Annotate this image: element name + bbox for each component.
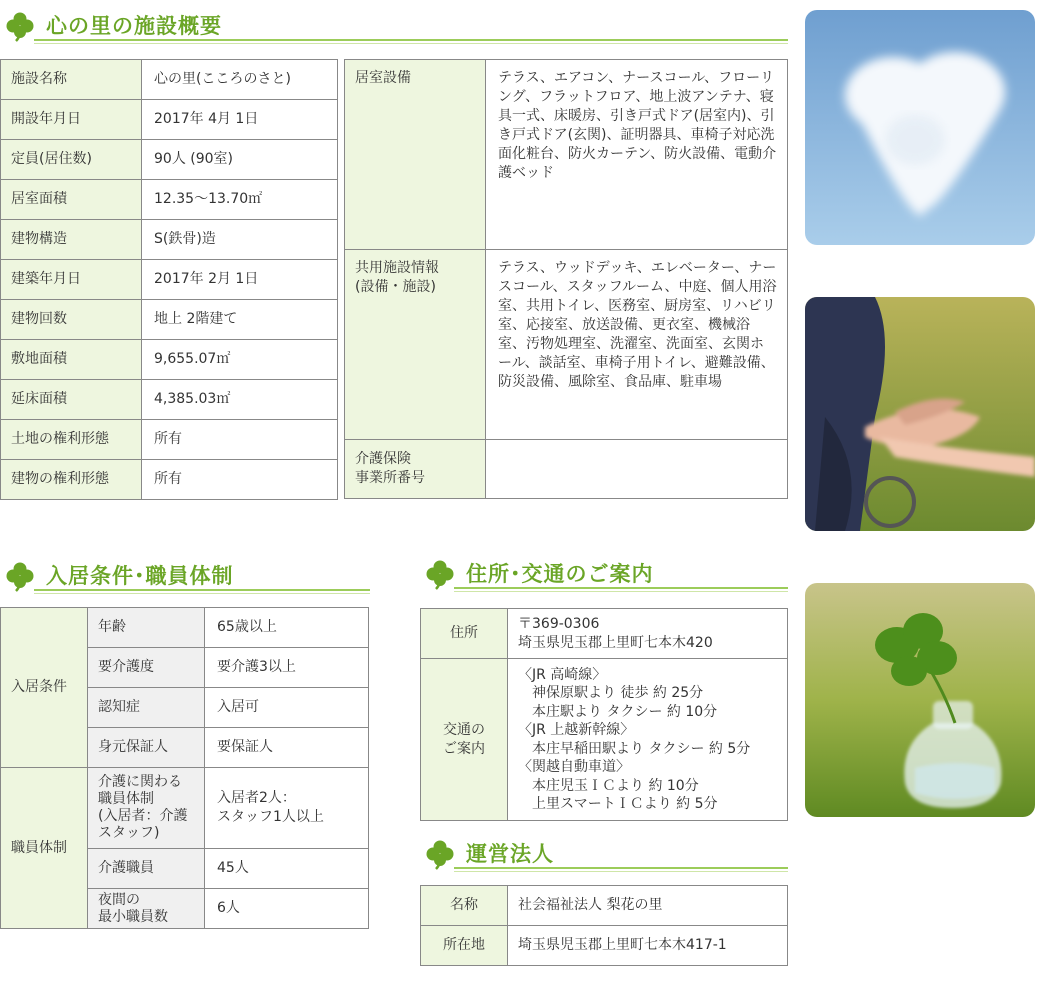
- operator-location-value: 埼玉県児玉郡上里町七本木417-1: [508, 926, 788, 966]
- group-label-conditions: 入居条件: [1, 608, 88, 768]
- table-row: [1, 260, 338, 300]
- clover-icon: [4, 560, 36, 592]
- section-title: 住所･交通のご案内: [466, 562, 654, 586]
- heart-cloud-photo: [805, 10, 1035, 245]
- row-value: 要介護3以上: [205, 648, 369, 688]
- table-row: [1, 300, 338, 340]
- row-value: 65歳以上: [205, 608, 369, 648]
- clover-bottle-photo: [805, 583, 1035, 817]
- equipment-label-room: 居室設備: [345, 60, 486, 250]
- table-row: [1, 220, 338, 260]
- table-row: [1, 380, 338, 420]
- heading-underline: [34, 39, 788, 45]
- section-title: 運営法人: [466, 842, 554, 866]
- address-label: 住所: [421, 609, 508, 659]
- table-row: [1, 100, 338, 140]
- row-label: 要介護度: [88, 648, 205, 688]
- table-row: [1, 460, 338, 500]
- row-value: 所有: [142, 420, 338, 460]
- equipment-value-room: テラス、エアコン、ナースコール、フローリング、フラットフロア、地上波アンテナ、寝具一式、床暖房、引き戸式ドア(居室内)、引き戸式ドア(玄関)、証明器具、車椅子対応洗面化粧台、防火カーテン、防火設備、電動介護ベッド: [486, 60, 788, 250]
- equipment-label-shared: 共用施設情報 (設備・施設): [345, 250, 486, 440]
- equipment-label-insurance: 介護保険 事業所番号: [345, 440, 486, 499]
- table-row: [1, 140, 338, 180]
- transport-value: 〈JR 高崎線〉 神保原駅より 徒歩 約 25分 本庄駅より タクシー 約 10分 〈JR 上越新幹線〉 本庄早稲田駅より タクシー 約 5分 〈関越自動車道〉 本庄児玉ＩＣより 約 10分 上里スマートＩＣより 約 5分: [508, 659, 788, 821]
- row-value: 2017年 4月 1日: [142, 100, 338, 140]
- group-label-staffing: 職員体制: [1, 768, 88, 929]
- row-value: 2017年 2月 1日: [142, 260, 338, 300]
- row-label: 介護職員: [88, 849, 205, 889]
- heading-underline: [454, 587, 788, 593]
- transport-label: 交通の ご案内: [421, 659, 508, 821]
- row-value: 12.35～13.70㎡: [142, 180, 338, 220]
- facility-equipment-table: [344, 59, 788, 499]
- facility-basic-table: [0, 59, 338, 500]
- row-value: 90人 (90室): [142, 140, 338, 180]
- row-value: 心の里(こころのさと): [142, 60, 338, 100]
- row-label: 身元保証人: [88, 728, 205, 768]
- table-row: [1, 60, 338, 100]
- row-value: 9,655.07㎡: [142, 340, 338, 380]
- row-value: 6人: [205, 889, 369, 929]
- row-label: 建築年月日: [1, 260, 142, 300]
- clover-icon: [424, 838, 456, 870]
- row-label: 定員(居住数): [1, 140, 142, 180]
- operator-location-label: 所在地: [421, 926, 508, 966]
- clover-icon: [4, 10, 36, 42]
- heading-underline: [34, 589, 370, 595]
- row-label: 介護に関わる 職員体制 (入居者：介護 スタッフ): [88, 768, 205, 849]
- holding-hands-photo: [805, 297, 1035, 531]
- row-value: 地上 2階建て: [142, 300, 338, 340]
- table-row: [1, 340, 338, 380]
- operator-heading: [424, 834, 788, 874]
- access-table: [420, 608, 788, 821]
- equipment-value-insurance: [486, 440, 788, 499]
- row-label: 建物の権利形態: [1, 460, 142, 500]
- row-label: 土地の権利形態: [1, 420, 142, 460]
- row-value: 要保証人: [205, 728, 369, 768]
- table-row: [1, 180, 338, 220]
- section-title: 心の里の施設概要: [46, 14, 222, 38]
- facility-heading: [4, 6, 788, 46]
- operator-name-value: 社会福祉法人 梨花の里: [508, 886, 788, 926]
- row-label: 建物構造: [1, 220, 142, 260]
- table-row: [1, 420, 338, 460]
- row-label: 開設年月日: [1, 100, 142, 140]
- operator-name-label: 名称: [421, 886, 508, 926]
- row-label: 居室面積: [1, 180, 142, 220]
- row-value: 入居可: [205, 688, 369, 728]
- row-value: 入居者2人： スタッフ1人以上: [205, 768, 369, 849]
- row-label: 延床面積: [1, 380, 142, 420]
- row-value: S(鉄骨)造: [142, 220, 338, 260]
- row-label: 認知症: [88, 688, 205, 728]
- row-value: 所有: [142, 460, 338, 500]
- row-label: 施設名称: [1, 60, 142, 100]
- access-heading: [424, 554, 788, 594]
- clover-icon: [424, 558, 456, 590]
- operator-table: [420, 885, 788, 966]
- conditions-table: [0, 607, 369, 929]
- row-value: 4,385.03㎡: [142, 380, 338, 420]
- row-label: 年齢: [88, 608, 205, 648]
- row-label: 建物回数: [1, 300, 142, 340]
- heading-underline: [454, 867, 788, 873]
- row-label: 夜間の 最小職員数: [88, 889, 205, 929]
- conditions-heading: [4, 556, 370, 596]
- row-label: 敷地面積: [1, 340, 142, 380]
- address-value: 〒369-0306 埼玉県児玉郡上里町七本木420: [508, 609, 788, 659]
- equipment-value-shared: テラス、ウッドデッキ、エレベーター、ナースコール、スタッフルーム、中庭、個人用浴室、共用トイレ、医務室、厨房室、リハビリ室、応接室、放送設備、更衣室、機械浴室、汚物処理室、洗濯室、洗面室、玄関ホール、談話室、車椅子用トイレ、避難設備、防災設備、風除室、食品庫、駐車場: [486, 250, 788, 440]
- row-value: 45人: [205, 849, 369, 889]
- section-title: 入居条件･職員体制: [46, 564, 234, 588]
